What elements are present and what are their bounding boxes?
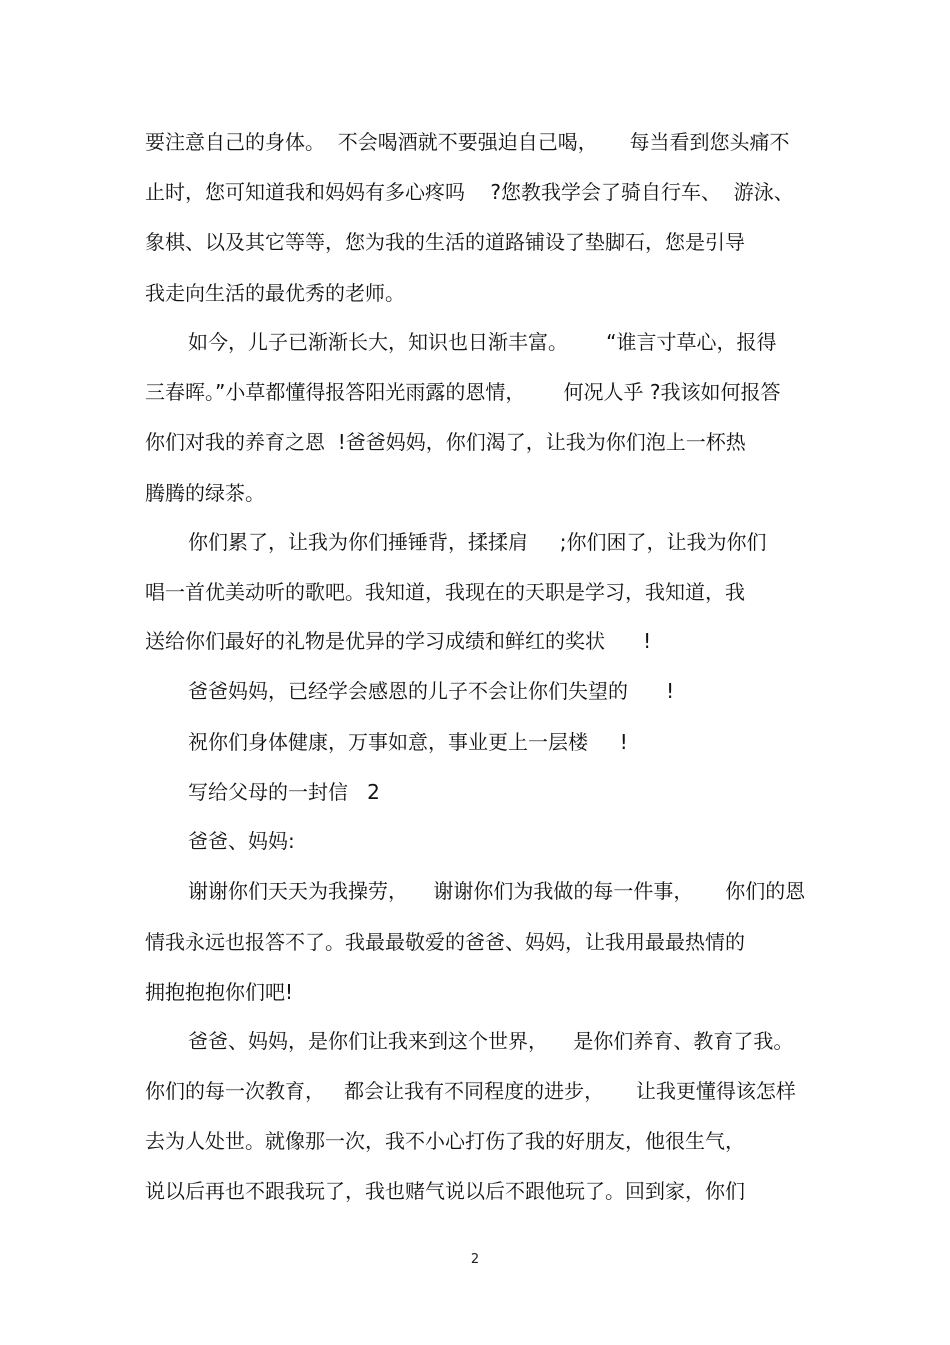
text-line: 情我永远也报答不了。我最最敬爱的爸爸、妈妈，让我用最最热情的	[145, 930, 745, 954]
text-line: 唱一首优美动听的歌吧。我知道，我现在的天职是学习，我知道，我	[145, 580, 745, 604]
text-line: 谢谢你们天天为我操劳， 谢谢你们为我做的每一件事， 你们的恩	[188, 879, 806, 903]
text-line: 止时，您可知道我和妈妈有多心疼吗 ?您教我学会了骑自行车、 游泳、	[145, 180, 794, 204]
text-line: 你们对我的养育之恩 !爸爸妈妈，你们渴了，让我为你们泡上一杯热	[145, 430, 746, 454]
text-line: 去为人处世。就像那一次，我不小心打伤了我的好朋友，他很生气，	[145, 1129, 745, 1153]
text-line: 拥抱抱抱你们吧!	[145, 980, 294, 1004]
text-line: 你们累了，让我为你们捶锤背，揉揉肩 ;你们困了，让我为你们	[188, 530, 767, 554]
salutation: 爸爸、妈妈:	[188, 829, 295, 853]
text-line: 祝你们身体健康，万事如意，事业更上一层楼 !	[188, 730, 628, 754]
text-line: 象棋、以及其它等等，您为我的生活的道路铺设了垫脚石，您是引导	[145, 230, 745, 254]
text-line: 腾腾的绿茶。	[145, 481, 265, 505]
text-line: 如今，儿子已渐渐长大，知识也日渐丰富。 “谁言寸草心，报得	[188, 330, 777, 354]
text-line: 爸爸妈妈，已经学会感恩的儿子不会让你们失望的 !	[188, 679, 675, 703]
text-line: 爸爸、妈妈，是你们让我来到这个世界， 是你们养育、教育了我。	[188, 1029, 794, 1053]
text-line: 送给你们最好的礼物是优异的学习成绩和鲜红的奖状 !	[145, 629, 652, 653]
text-line: 要注意自己的身体。 不会喝酒就不要强迫自己喝， 每当看到您头痛不	[145, 130, 790, 154]
text-line: 三春晖。”小草都懂得报答阳光雨露的恩情， 何况人乎 ?我该如何报答	[145, 380, 781, 404]
page-number: 2	[470, 1252, 480, 1267]
text-line: 我走向生活的最优秀的老师。	[145, 281, 405, 305]
text-line: 说以后再也不跟我玩了，我也赌气说以后不跟他玩了。回到家，你们	[145, 1179, 745, 1203]
text-line: 你们的每一次教育， 都会让我有不同程度的进步， 让我更懂得该怎样	[145, 1079, 796, 1103]
section-heading: 写给父母的一封信 2	[188, 780, 380, 804]
